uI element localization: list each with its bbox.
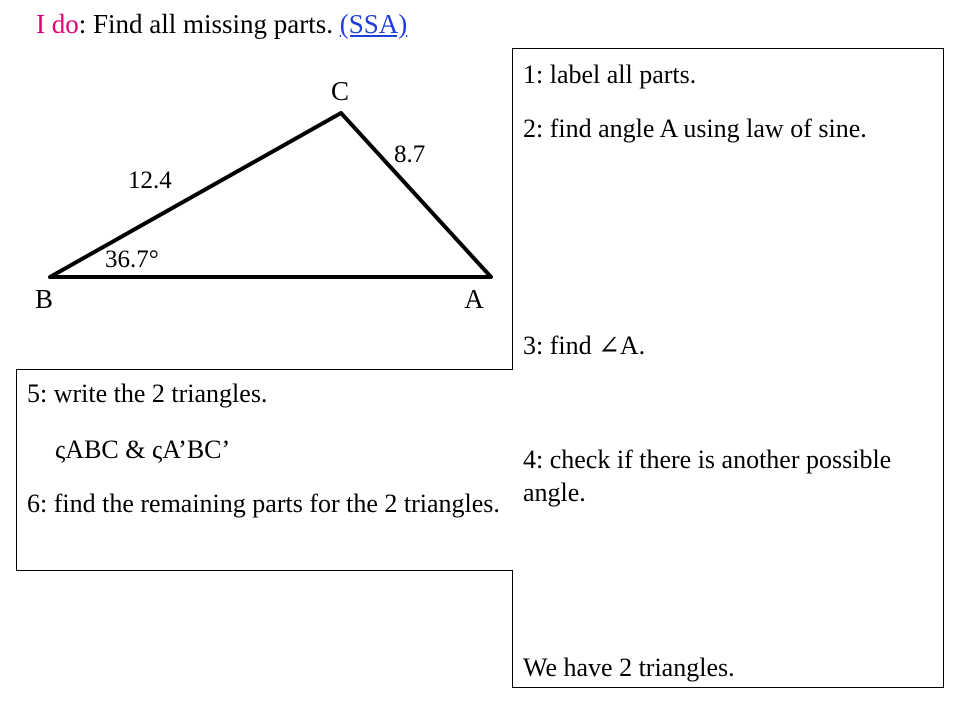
- vertex-c-label: C: [330, 76, 350, 106]
- vertex-b-label: B: [34, 284, 54, 314]
- title-text: : Find all missing parts.: [78, 9, 340, 39]
- step-6: 6: find the remaining parts for the 2 triangles.: [27, 489, 500, 518]
- title-prefix: I do: [36, 9, 79, 39]
- triangles-notation: ςABC & ςA’BC’: [55, 435, 231, 464]
- step-5: 5: write the 2 triangles.: [27, 379, 268, 408]
- angle-b-label: 36.7°: [105, 246, 159, 273]
- steps-panel-left: [16, 369, 513, 571]
- side-ca-label: 8.7: [394, 141, 426, 168]
- side-bc-label: 12.4: [128, 167, 172, 194]
- step-3: 3: find ∠A.: [523, 331, 646, 360]
- slide-title: [36, 8, 407, 40]
- ssa-link[interactable]: (SSA): [339, 9, 408, 39]
- step-2: 2: find angle A using law of sine.: [523, 114, 867, 143]
- triangle-diagram: [0, 60, 520, 330]
- step-1: 1: label all parts.: [523, 60, 697, 89]
- conclusion-text: We have 2 triangles.: [523, 653, 735, 682]
- steps-panel-right: [512, 48, 944, 688]
- vertex-a-label: A: [464, 284, 484, 314]
- step-4: 4: check if there is another possible angle.: [523, 445, 892, 507]
